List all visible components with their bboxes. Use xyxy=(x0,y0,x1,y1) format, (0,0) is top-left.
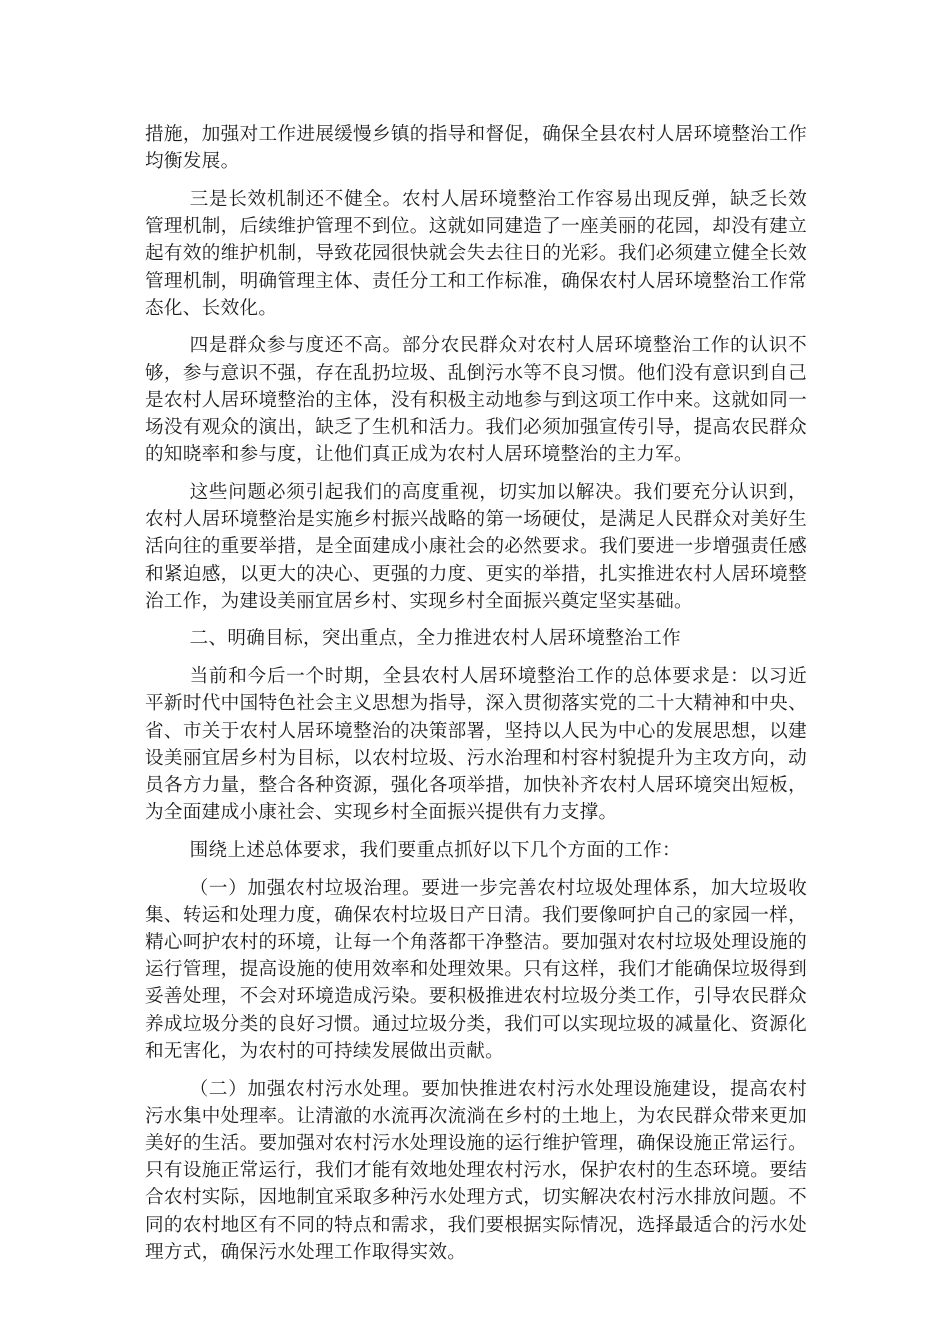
paragraph-problem-summary: 这些问题必须引起我们的高度重视，切实加以解决。我们要充分认识到，农村人居环境整治是实施乡村振兴战略的第一场硬仗，是满足人民群众对美好生活向往的重要举措，是全面建成小康社会的必然要求。我们要进一步增强责任感和紧迫感，以更大的决心、更强的力度、更实的举措，扎实推进农村人居环境整治工作，为建设美丽宜居乡村、实现乡村全面振兴奠定坚实基础。 xyxy=(145,481,807,612)
document-body xyxy=(145,121,807,1276)
paragraph-continuation: 措施，加强对工作进展缓慢乡镇的指导和督促，确保全县农村人居环境整治工作均衡发展。 xyxy=(145,124,807,173)
section-heading-goals: 二、明确目标，突出重点，全力推进农村人居环境整治工作 xyxy=(189,628,681,650)
paragraph-overall-requirements: 当前和今后一个时期，全县农村人居环境整治工作的总体要求是：以习近平新时代中国特色社会主义思想为指导，深入贯彻落实党的二十大精神和中央、省、市关于农村人居环境整治的决策部署，坚持以人民为中心的发展思想，以建设美丽宜居乡村为目标，以农村垃圾、污水治理和村容村貌提升为主攻方向，动员各方力量，整合各种资源，强化各项举措，加快补齐农村人居环境突出短板，为全面建成小康社会、实现乡村全面振兴提供有力支撑。 xyxy=(145,666,807,824)
paragraph-long-term-mechanism: 三是长效机制还不健全。农村人居环境整治工作容易出现反弹，缺乏长效管理机制，后续维护管理不到位。这就如同建造了一座美丽的花园，却没有建立起有效的维护机制，导致花园很快就会失去往日的光彩。我们必须建立健全长效管理机制，明确管理主体、责任分工和工作标准，确保农村人居环境整治工作常态化、长效化。 xyxy=(145,188,807,319)
paragraph-sewage-treatment: （二）加强农村污水处理。要加快推进农村污水处理设施建设，提高农村污水集中处理率。让清澈的水流再次流淌在乡村的土地上，为农民群众带来更加美好的生活。要加强对农村污水处理设施的运行维护管理，确保设施正常运行。只有设施正常运行，我们才能有效地处理农村污水，保护农村的生态环境。要结合农村实际，因地制宜采取多种污水处理方式，切实解决农村污水排放问题。不同的农村地区有不同的特点和需求，我们要根据实际情况，选择最适合的污水处理方式，确保污水处理工作取得实效。 xyxy=(145,1078,807,1263)
paragraph-garbage-treatment: （一）加强农村垃圾治理。要进一步完善农村垃圾处理体系，加大垃圾收集、转运和处理力度，确保农村垃圾日产日清。我们要像呵护自己的家园一样，精心呵护农村的环境，让每一个角落都干净整洁。要加强对农村垃圾处理设施的运行管理，提高设施的使用效率和处理效果。只有这样，我们才能确保垃圾得到妥善处理，不会对环境造成污染。要积极推进农村垃圾分类工作，引导农民群众养成垃圾分类的良好习惯。通过垃圾分类，我们可以实现垃圾的减量化、资源化和无害化，为农村的可持续发展做出贡献。 xyxy=(145,877,807,1062)
paragraph-key-tasks-intro: 围绕上述总体要求，我们要重点抓好以下几个方面的工作： xyxy=(189,839,681,861)
paragraph-public-participation: 四是群众参与度还不高。部分农民群众对农村人居环境整治工作的认识不够，参与意识不强，存在乱扔垃圾、乱倒污水等不良习惯。他们没有意识到自己是农村人居环境整治的主体，没有积极主动地参与到这项工作中来。这就如同一场没有观众的演出，缺乏了生机和活力。我们必须加强宣传引导，提高农民群众的知晓率和参与度，让他们真正成为农村人居环境整治的主力军。 xyxy=(145,335,807,466)
